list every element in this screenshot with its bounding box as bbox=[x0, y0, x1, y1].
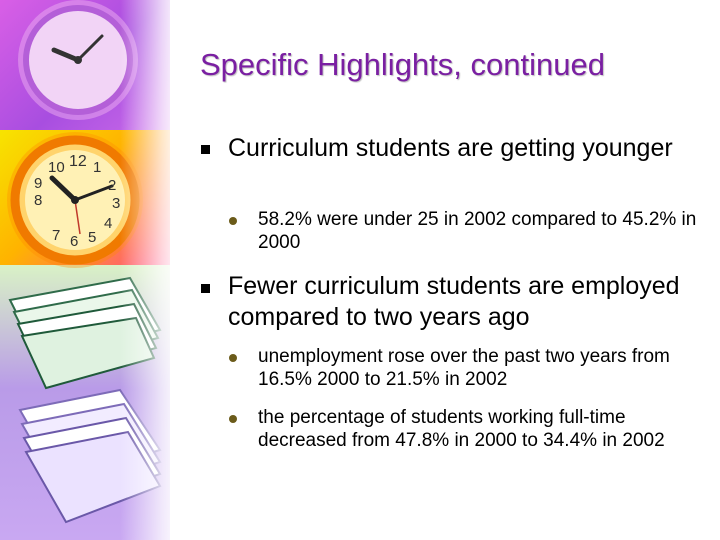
clock-numeral: 6 bbox=[70, 233, 79, 250]
clock-numeral: 12 bbox=[69, 153, 87, 170]
clock-numeral: 1 bbox=[93, 159, 102, 176]
clock-numeral: 8 bbox=[34, 192, 43, 209]
sidebar-fade bbox=[120, 0, 170, 540]
round-bullet-icon bbox=[229, 354, 237, 362]
clock-numeral: 5 bbox=[88, 229, 97, 246]
clock-numeral: 3 bbox=[112, 195, 121, 212]
round-bullet-icon bbox=[229, 217, 237, 225]
bullet-text: Fewer curriculum students are employed compared to two years ago bbox=[228, 272, 680, 331]
slide-title: Specific Highlights, continued bbox=[200, 47, 605, 82]
bullet-text: Curriculum students are getting younger bbox=[228, 134, 673, 162]
clock-numeral: 10 bbox=[48, 159, 65, 176]
clock-numeral: 7 bbox=[52, 227, 61, 244]
square-bullet-icon bbox=[201, 145, 210, 154]
sub-bullet-text: the percentage of students working full-time decreased from 47.8% in 2000 to 34.4% in 2002 bbox=[258, 407, 665, 451]
clock-numeral: 4 bbox=[104, 215, 113, 232]
clock-numeral: 9 bbox=[34, 175, 43, 192]
square-bullet-icon bbox=[201, 284, 210, 293]
clock-numeral: 2 bbox=[108, 177, 117, 194]
decorative-sidebar bbox=[0, 0, 170, 540]
sub-bullet-text: 58.2% were under 25 in 2002 compared to 45.2% in 2000 bbox=[258, 209, 697, 253]
round-bullet-icon bbox=[229, 415, 237, 423]
sub-bullet-text: unemployment rose over the past two years from 16.5% 2000 to 21.5% in 2002 bbox=[258, 346, 670, 390]
